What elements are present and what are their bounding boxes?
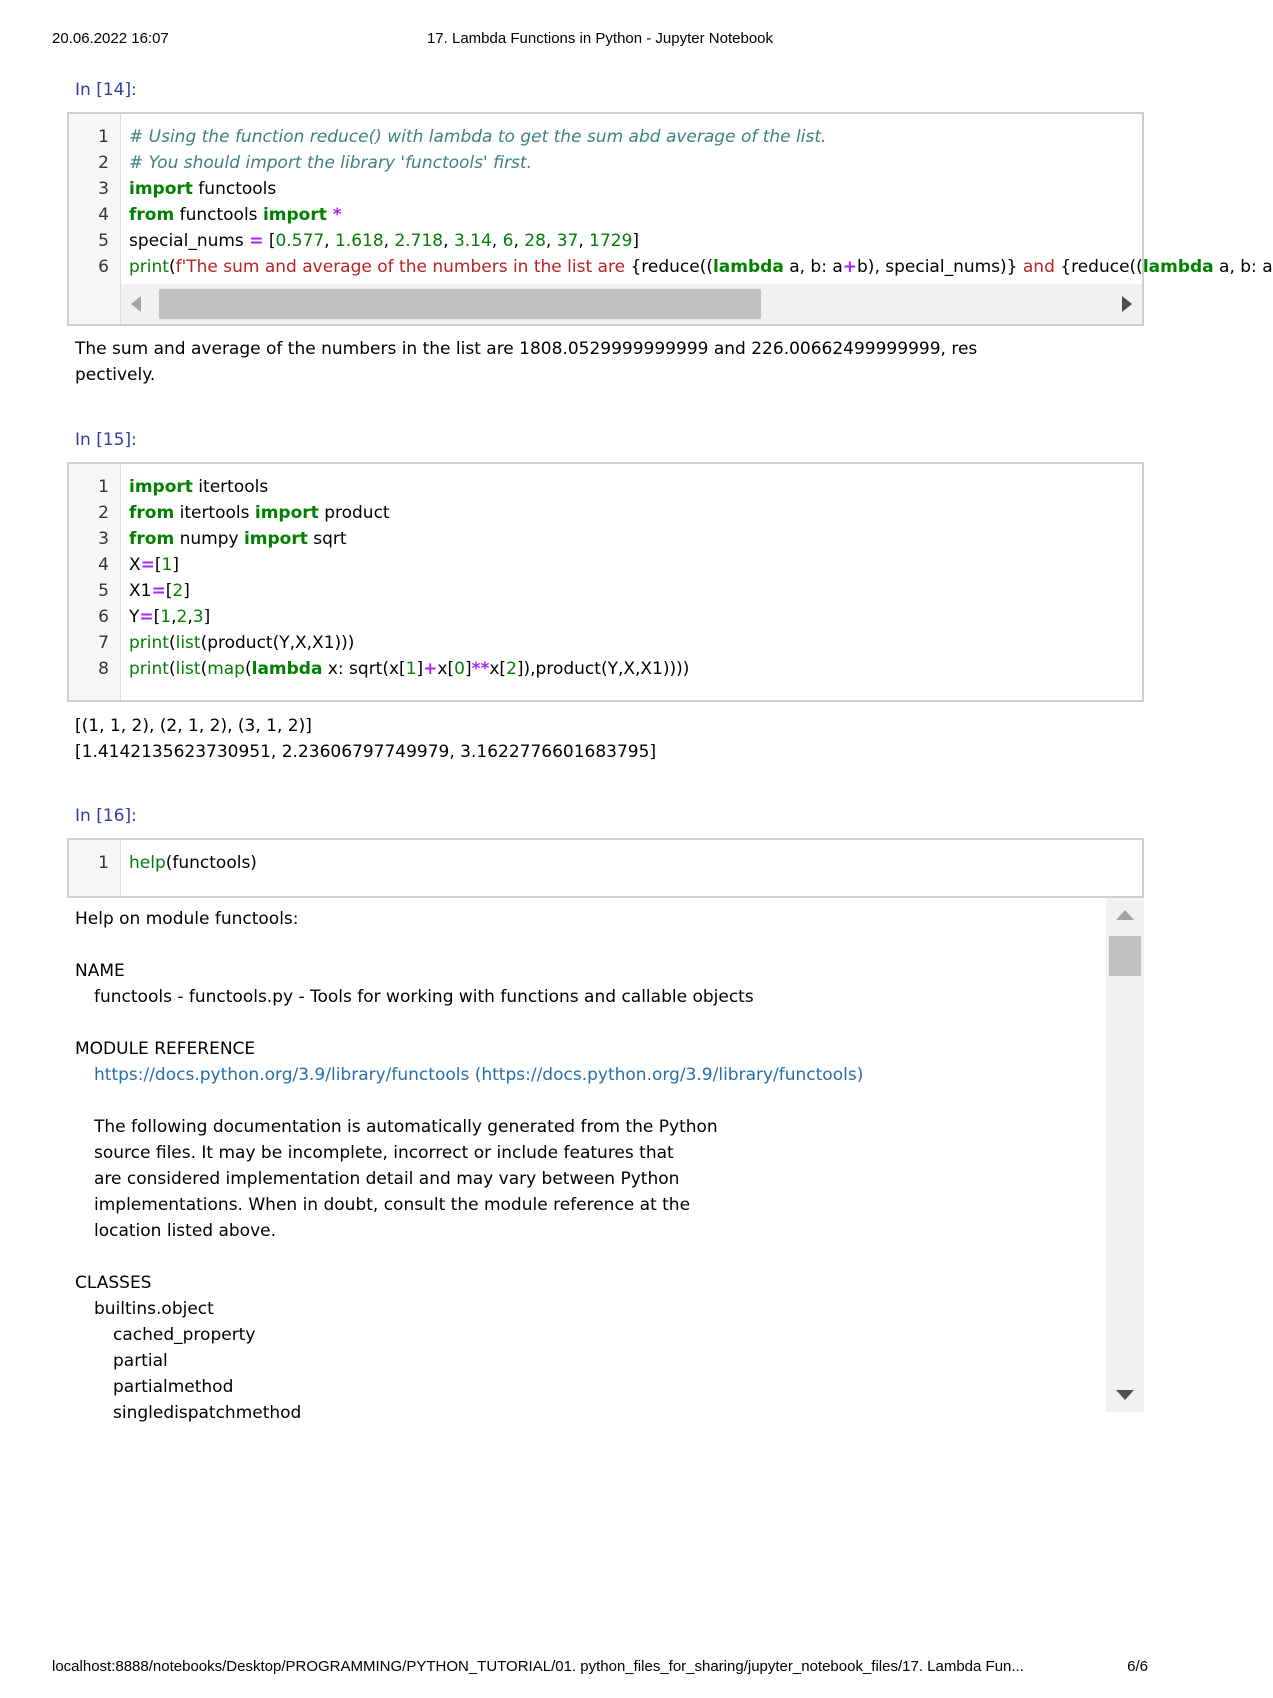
code-token: 3 [192,607,204,627]
scroll-left-icon[interactable] [131,296,141,312]
code-token: x[ [437,659,455,679]
help-line: cached_property [113,1325,256,1345]
scrollbar-thumb[interactable] [1109,936,1141,976]
code-line[interactable] [129,150,532,176]
code-token: ( [168,659,176,679]
help-line: builtins.object [94,1299,214,1319]
code-token: , [171,607,177,627]
line-number: 5 [98,581,109,601]
scrollbar-thumb[interactable] [159,289,761,319]
code-token: = [151,581,166,601]
code-token: 3.14 [453,231,492,251]
help-output-text [75,906,863,1426]
code-token: [ [154,555,162,575]
code-line[interactable] [129,254,1273,280]
code-token: import [243,529,308,549]
code-token: numpy [174,529,244,549]
code-token: 2 [172,581,184,601]
code-token: + [842,257,858,277]
help-line: partial [113,1351,168,1371]
help-line: implementations. When in doubt, consult the module reference at the [94,1195,691,1215]
code-token: [ [263,231,276,251]
code-token: print [129,257,169,277]
code-token: = [140,555,155,575]
code-token: , [187,607,193,627]
code-token: sqrt [307,529,347,549]
line-number: 4 [98,555,109,575]
help-line: Help on module functools: [75,909,299,929]
help-line: functools - functools.py - Tools for working with functions and callable objects [94,987,754,1007]
code-token: # You should import the library 'functools' first. [129,153,532,173]
line-number: 2 [98,153,109,173]
code-token: b), special_nums)} [857,257,1018,277]
code-token: from [129,529,175,549]
code-token: from [129,205,175,225]
code-line[interactable] [129,552,179,578]
help-line [75,1244,863,1270]
code-token: Y [129,607,140,627]
code-token: f'The sum and average of the numbers in the list are [175,257,631,277]
code-token: ] [203,607,211,627]
code-token: 1 [161,555,173,575]
code-line[interactable] [129,578,190,604]
code-token: print [129,659,169,679]
code-token: ( [168,257,176,277]
help-line [75,1088,863,1114]
line-number: 5 [98,231,109,251]
code-token: # Using the function reduce() with lambda to get the sum abd average of the list. [129,127,827,147]
code-line[interactable] [129,526,347,552]
code-line[interactable] [129,474,268,500]
code-line[interactable] [129,500,390,526]
code-token: 28 [524,231,546,251]
code-token: a, b: a [783,257,843,277]
code-token: 1 [405,659,417,679]
scroll-down-icon[interactable] [1116,1390,1134,1400]
help-line: are considered implementation detail and may vary between Python [94,1169,680,1189]
code-token: help [129,853,166,873]
code-token: list [175,633,201,653]
code-token: ] [464,659,472,679]
line-number: 4 [98,205,109,225]
code-token: 1 [160,607,172,627]
code-token: , [324,231,335,251]
code-line[interactable] [129,604,210,630]
code-token: , [491,231,503,251]
code-token: [ [165,581,173,601]
cell-output-15: [(1, 1, 2), (2, 1, 2), (3, 1, 2)] [1.4142135623730951, 2.23606797749979, 3.1622776601683795] [75,716,657,762]
line-number: 8 [98,659,109,679]
help-line: CLASSES [75,1273,152,1293]
cell-output-14: The sum and average of the numbers in the list are 1808.0529999999999 and 226.00662499999999, res pectively. [75,339,978,385]
code-token: = [249,231,264,251]
cell-prompt-16: In [16]: [75,806,137,826]
code-token: import [262,205,327,225]
code-token: ( [200,659,208,679]
code-token: a, b: a [1213,257,1273,277]
horizontal-scrollbar[interactable] [121,284,1142,324]
help-line: MODULE REFERENCE [75,1039,256,1059]
line-number-gutter [69,464,121,700]
line-number: 6 [98,257,109,277]
code-token: import [129,477,193,497]
code-token: {reduce(( [630,257,713,277]
code-token: special_nums [129,231,250,251]
code-cell-14[interactable] [67,112,1273,326]
print-title: 17. Lambda Functions in Python - Jupyter Notebook [426,30,774,47]
code-token: ] [183,581,190,601]
line-number: 6 [98,607,109,627]
line-number: 3 [98,529,109,549]
code-token: 37 [556,231,579,251]
code-token: (functools) [165,853,257,873]
line-number: 1 [98,477,109,497]
code-token: ] [416,659,424,679]
help-line: The following documentation is automatically generated from the Python [94,1117,718,1137]
cell-prompt-14: In [14]: [75,80,137,100]
code-token: , [443,231,454,251]
code-token: (product(Y,X,X1))) [200,633,355,653]
code-cell-15[interactable] [67,462,1144,702]
help-link[interactable]: https://docs.python.org/3.9/library/functools (https://docs.python.org/3.9/library/functools) [94,1065,864,1085]
code-cell-16[interactable] [67,838,1144,898]
print-header [52,30,1148,48]
scroll-up-icon[interactable] [1116,910,1134,920]
code-line[interactable] [129,656,689,682]
page-number: 6/6 [1127,1658,1148,1675]
code-token: itertools [174,503,255,523]
line-number: 3 [98,179,109,199]
help-line: location listed above. [94,1221,277,1241]
code-line[interactable] [129,176,276,202]
code-token: lambda [712,257,784,277]
code-token: = [139,607,154,627]
print-footer [52,1658,1148,1676]
code-token: import [254,503,319,523]
code-token: 2.718 [394,231,444,251]
code-token: lambda [251,659,323,679]
code-token: x: sqrt(x[ [322,659,406,679]
code-token: {reduce(( [1060,257,1143,277]
line-number: 1 [98,127,109,147]
help-line: NAME [75,961,125,981]
code-line[interactable] [129,202,342,228]
code-token: 0 [454,659,465,679]
code-line[interactable] [129,850,257,876]
code-token: map [207,659,245,679]
code-token: * [326,205,342,225]
code-token: 6 [502,231,514,251]
code-token: , [545,231,557,251]
code-token: 0.577 [275,231,325,251]
help-line: singledispatchmethod [113,1403,302,1423]
code-line[interactable] [129,228,639,254]
code-token: x[ [489,659,507,679]
code-token: ] [172,555,180,575]
code-token: and [1017,257,1061,277]
code-token: X1 [129,581,152,601]
code-token: itertools [192,477,269,497]
help-line [75,932,863,958]
code-token: [ [153,607,161,627]
cell-prompt-15: In [15]: [75,430,137,450]
code-token: 2 [176,607,188,627]
code-token: product [318,503,390,523]
print-url: localhost:8888/notebooks/Desktop/PROGRAMMING/PYTHON_TUTORIAL/01. python_files_for_sharing/jupyter_notebook_files/17. Lambda Fun... [52,1658,1024,1675]
code-token: ] [632,231,640,251]
code-line[interactable] [129,124,826,150]
code-editor[interactable] [121,464,1142,700]
code-token: + [423,659,438,679]
help-line: source files. It may be incomplete, incorrect or include features that [94,1143,674,1163]
scroll-right-icon[interactable] [1122,296,1132,312]
code-token: 1729 [589,231,633,251]
code-token: functools [174,205,263,225]
code-token: ** [471,659,490,679]
code-token: from [129,503,175,523]
print-date: 20.06.2022 16:07 [52,30,169,47]
line-number-gutter [69,840,121,896]
line-number-gutter [69,114,121,324]
code-token: 2 [506,659,517,679]
line-number: 7 [98,633,109,653]
code-line[interactable] [129,630,354,656]
code-token: functools [192,179,277,199]
code-editor[interactable] [121,840,1142,896]
code-token: import [129,179,193,199]
line-number: 2 [98,503,109,523]
help-output-scroll-area[interactable] [67,898,1144,1423]
code-token: X [129,555,141,575]
code-token: ]),product(Y,X,X1)))) [516,659,690,679]
help-line: partialmethod [113,1377,234,1397]
line-number: 1 [98,853,109,873]
code-token: list [175,659,201,679]
code-token: lambda [1142,257,1214,277]
code-token: , [578,231,590,251]
help-line [75,1010,863,1036]
code-token: ( [244,659,252,679]
vertical-scrollbar[interactable] [1106,898,1144,1412]
code-token: 1.618 [334,231,384,251]
code-token: , [513,231,525,251]
code-token: print [129,633,169,653]
code-token: ( [168,633,176,653]
code-token: , [383,231,395,251]
